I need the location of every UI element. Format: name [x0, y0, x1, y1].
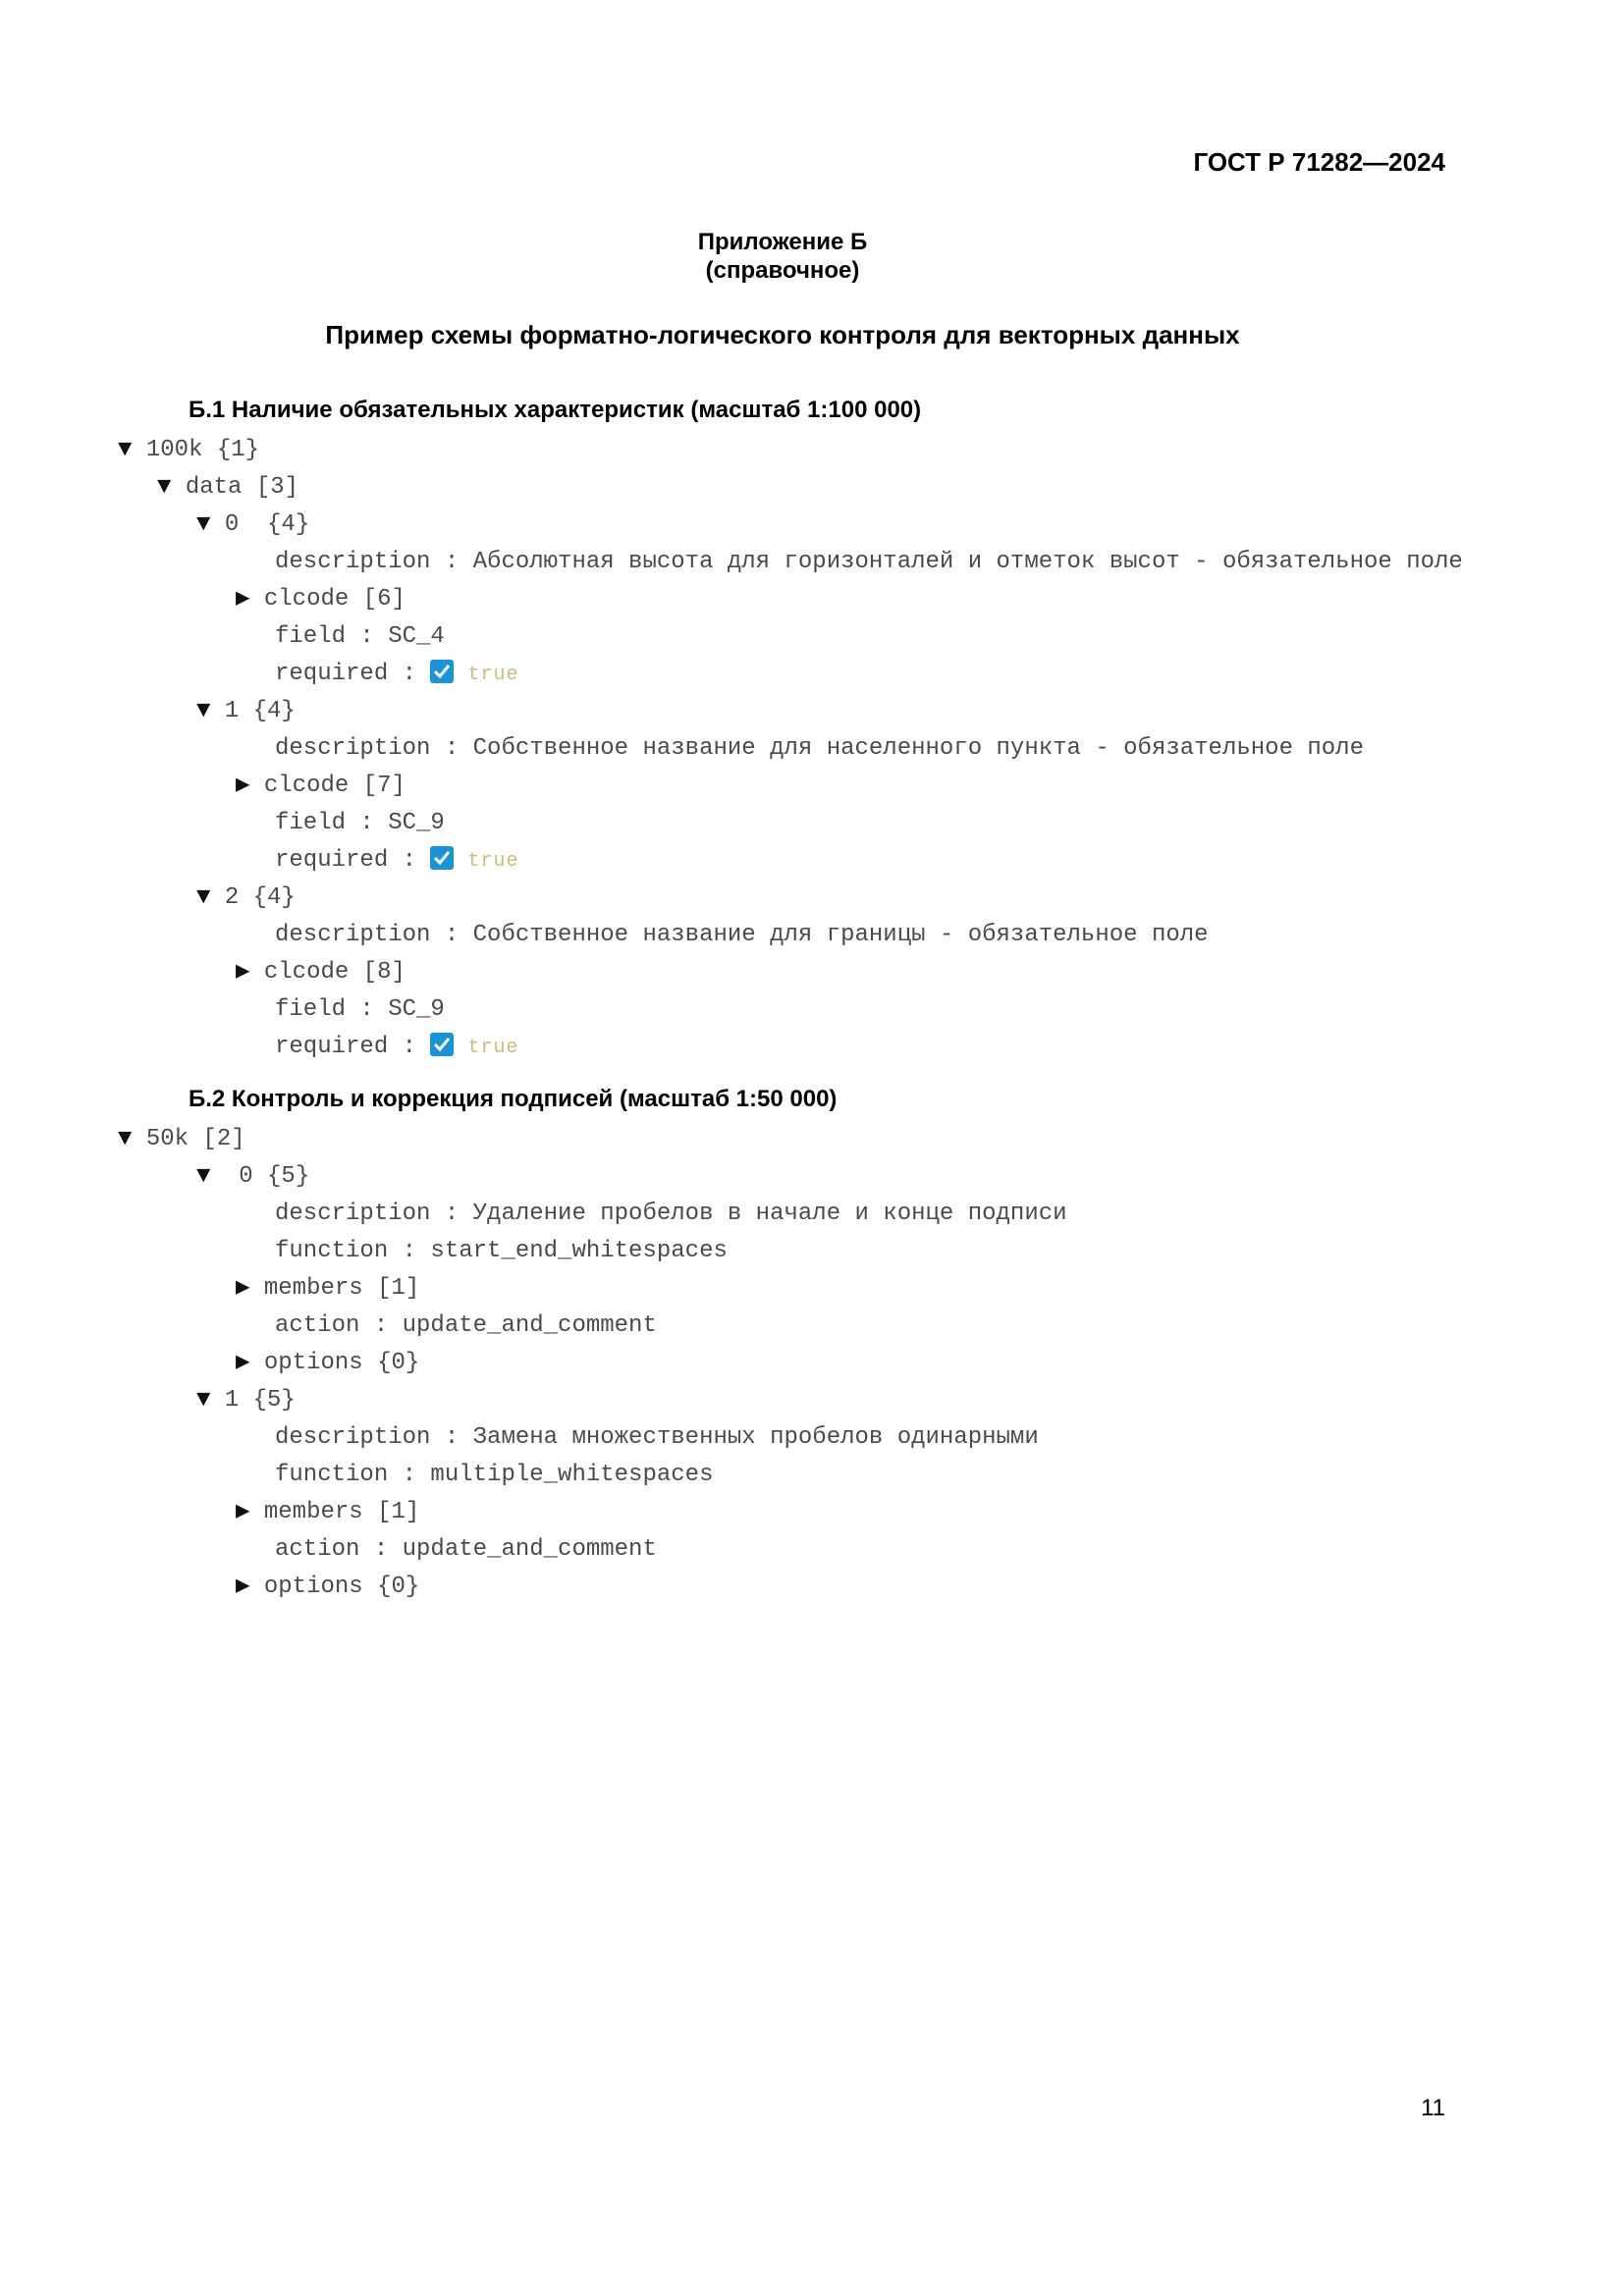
tree-node[interactable]	[118, 432, 259, 469]
expand-toggle-icon[interactable]: ▼	[196, 511, 211, 538]
tree-field	[275, 842, 518, 880]
tree-node[interactable]	[236, 768, 406, 805]
collapse-toggle-icon[interactable]: ▶	[236, 1350, 250, 1376]
tree-node[interactable]	[196, 1158, 309, 1196]
tree-node-label: 1 {5}	[224, 1387, 296, 1414]
tree-node-label: members [1]	[263, 1275, 420, 1302]
tree-node[interactable]	[196, 507, 309, 544]
tree-node-label: 0 {5}	[224, 1163, 310, 1190]
tree-field: field : SC_4	[275, 623, 445, 650]
section-heading-b2: Б.2 Контроль и коррекция подписей (масштаб 1:50 000)	[189, 1086, 838, 1112]
expand-toggle-icon[interactable]: ▼	[118, 1126, 133, 1152]
tree-node[interactable]	[196, 880, 296, 917]
collapse-toggle-icon[interactable]: ▶	[236, 586, 250, 613]
tree-field: description : Собственное название для населенного пункта - обязательное поле	[275, 735, 1364, 762]
field-label: required :	[275, 661, 431, 687]
checkbox-icon[interactable]	[430, 846, 454, 870]
expand-toggle-icon[interactable]: ▼	[196, 1163, 211, 1190]
tree-node[interactable]	[196, 693, 296, 730]
tree-field: function : multiple_whitespaces	[275, 1462, 714, 1488]
tree-node[interactable]	[236, 1494, 419, 1531]
expand-toggle-icon[interactable]: ▼	[157, 474, 172, 501]
tree-node[interactable]	[196, 1382, 296, 1419]
expand-toggle-icon[interactable]: ▼	[196, 1387, 211, 1414]
tree-node-label: 0 {4}	[224, 511, 310, 538]
tree-node-label: data [3]	[185, 474, 299, 501]
tree-field: action : update_and_comment	[275, 1536, 657, 1563]
tree-node[interactable]	[236, 1345, 419, 1382]
collapse-toggle-icon[interactable]: ▶	[236, 773, 250, 799]
tree-node[interactable]	[236, 954, 406, 991]
boolean-value: true	[467, 664, 519, 686]
tree-node-label: 2 {4}	[224, 884, 296, 911]
appendix-block	[0, 228, 1565, 285]
boolean-value: true	[467, 1037, 519, 1059]
collapse-toggle-icon[interactable]: ▶	[236, 1574, 250, 1600]
tree-node[interactable]	[236, 1569, 419, 1606]
field-label: required :	[275, 847, 431, 874]
expand-toggle-icon[interactable]: ▼	[196, 884, 211, 911]
tree-node-label: clcode [6]	[263, 586, 406, 613]
expand-toggle-icon[interactable]: ▼	[118, 437, 133, 463]
tree-node[interactable]	[236, 1270, 419, 1308]
tree-node[interactable]	[236, 581, 406, 618]
checkbox-icon[interactable]	[430, 660, 454, 683]
tree-field: field : SC_9	[275, 996, 445, 1023]
section-heading-b1: Б.1 Наличие обязательных характеристик (масштаб 1:100 000)	[189, 397, 922, 423]
tree-node-label: 50k [2]	[145, 1126, 245, 1152]
expand-toggle-icon[interactable]: ▼	[196, 698, 211, 724]
tree-node-label: clcode [8]	[263, 959, 406, 986]
tree-field: function : start_end_whitespaces	[275, 1238, 728, 1264]
standard-code: ГОСТ Р 71282—2024	[1193, 147, 1445, 177]
tree-node[interactable]	[157, 469, 298, 507]
collapse-toggle-icon[interactable]: ▶	[236, 1275, 250, 1302]
tree-node[interactable]	[118, 1121, 245, 1158]
tree-field	[275, 656, 518, 693]
document-title: Пример схемы форматно-логического контроля для векторных данных	[325, 320, 1240, 349]
appendix-type: (справочное)	[705, 257, 860, 284]
tree-field: action : update_and_comment	[275, 1312, 657, 1339]
collapse-toggle-icon[interactable]: ▶	[236, 959, 250, 986]
tree-field	[275, 1029, 518, 1066]
checkbox-icon[interactable]	[430, 1033, 454, 1056]
tree-node-label: members [1]	[263, 1499, 420, 1525]
appendix-label: Приложение Б	[697, 229, 868, 255]
boolean-value: true	[467, 850, 519, 873]
collapse-toggle-icon[interactable]: ▶	[236, 1499, 250, 1525]
page-number: 11	[1421, 2095, 1445, 2121]
tree-field: description : Удаление пробелов в начале и конце подписи	[275, 1201, 1067, 1227]
tree-node-label: options {0}	[263, 1574, 420, 1600]
tree-field: description : Замена множественных пробелов одинарными	[275, 1424, 1039, 1451]
tree-node-label: options {0}	[263, 1350, 420, 1376]
tree-field: description : Собственное название для границы - обязательное поле	[275, 922, 1209, 948]
tree-field: field : SC_9	[275, 810, 445, 836]
tree-node-label: 1 {4}	[224, 698, 296, 724]
tree-field: description : Абсолютная высота для горизонталей и отметок высот - обязательное поле	[275, 549, 1463, 575]
tree-node-label: 100k {1}	[145, 437, 260, 463]
tree-node-label: clcode [7]	[263, 773, 406, 799]
field-label: required :	[275, 1034, 431, 1060]
